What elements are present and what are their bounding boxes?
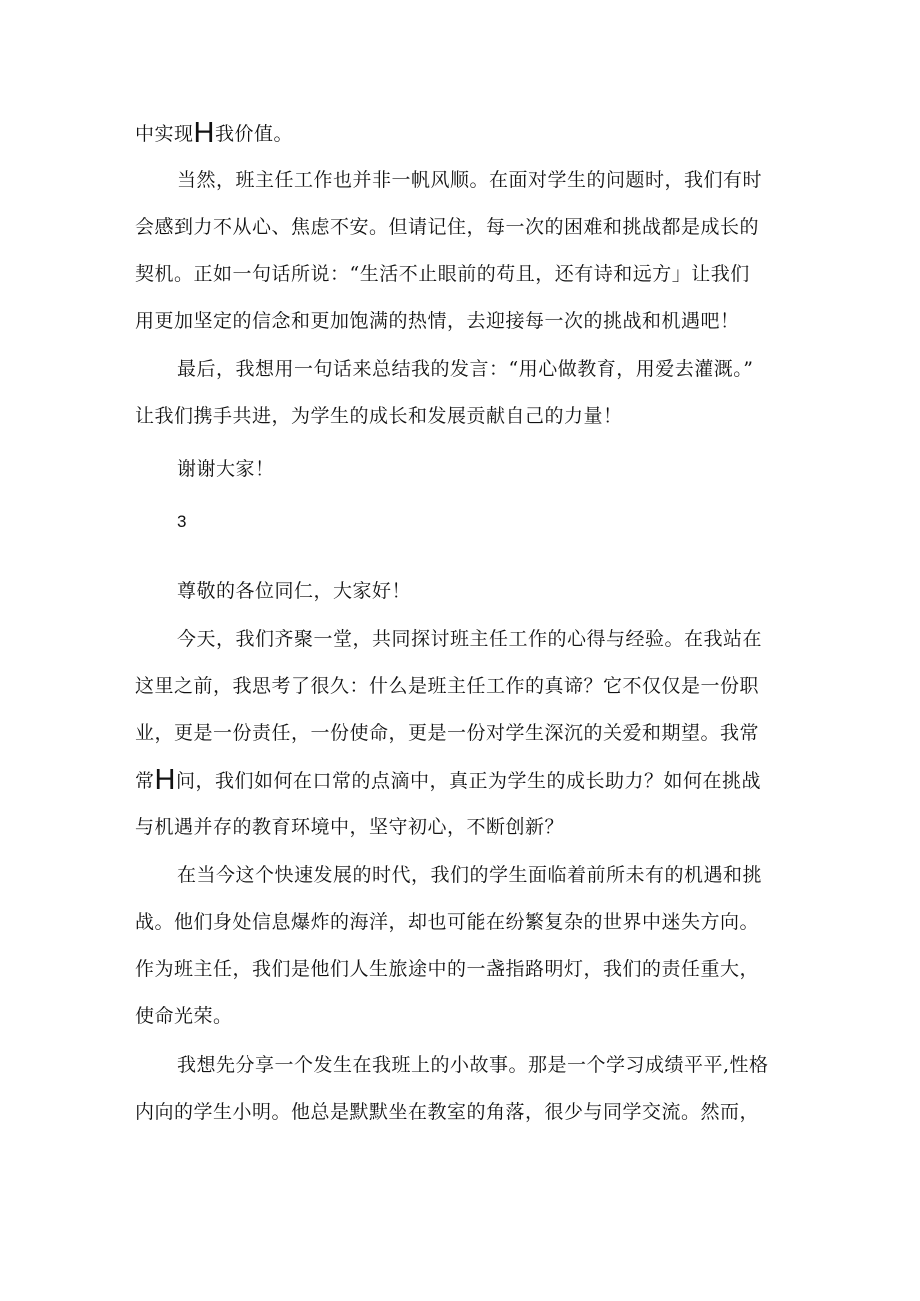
text-line xyxy=(135,757,787,804)
section-number xyxy=(0,498,787,545)
text-line: 今天，我们齐聚一堂，共同探讨班主任工作的心得与经验。在我站在 xyxy=(177,628,763,650)
paragraph-story xyxy=(0,1042,787,1136)
text-line xyxy=(135,110,787,157)
scan-artifact-glyph: H xyxy=(154,764,176,796)
section-number-text: 3 xyxy=(177,512,187,531)
text-fragment: 常 xyxy=(135,770,155,792)
paragraph-greeting xyxy=(0,568,787,615)
text-line: 作为班主任，我们是他们人生旅途中的一盏指路明灯，我们的责任重大， xyxy=(135,958,760,980)
text-line: 会感到力不从心、焦虑不安。但请记住，每一次的困难和挑战都是成长的 xyxy=(135,216,760,238)
text-line: 用更加坚定的信念和更加饱满的热情，去迎接每一次的挑战和机遇吧！ xyxy=(135,310,740,332)
paragraph-era xyxy=(0,852,787,1040)
text-line: 在当今这个快速发展的时代，我们的学生面临着前所未有的机遇和挑 xyxy=(177,864,763,886)
text-line: 尊敬的各位同仁，大家好！ xyxy=(177,580,412,602)
text-line: 当然，班主任工作也并非一帆风顺。在面对学生的问题时，我们有时 xyxy=(177,169,763,191)
paragraph-thanks xyxy=(0,446,787,493)
paragraph-conclusion xyxy=(0,346,787,440)
text-line: 战。他们身处信息爆炸的海洋，却也可能在纷繁复杂的世界中迷失方向。 xyxy=(135,911,760,933)
text-line: 使命光荣。 xyxy=(135,1005,233,1027)
text-line: 与机遇并存的教育环境中，坚守初心，不断创新？ xyxy=(135,816,565,838)
text-line: 这里之前，我思考了很久：什么是班主任工作的真谛？它不仅仅是一份职 xyxy=(135,675,760,697)
text-fragment: 问，我们如何在口常的点滴中，真正为学生的成长助力？如何在挑战 xyxy=(175,770,761,792)
paragraph-introduction xyxy=(0,616,787,851)
text-fragment: 中实现 xyxy=(135,123,194,145)
text-line: 我想先分享一个发生在我班上的小故事。那是一个学习成绩平平,性格 xyxy=(177,1054,769,1076)
paragraph-continuation xyxy=(0,110,787,157)
text-line: 谢谢大家！ xyxy=(177,458,275,480)
text-line: 最后，我想用一句话来总结我的发言：“用心做教育，用爱去灌溉。” xyxy=(177,358,754,380)
paragraph-challenges xyxy=(0,157,787,345)
text-line: 契机。正如一句话所说：“生活不止眼前的苟且，还有诗和远方」让我们 xyxy=(135,263,750,285)
text-line: 让我们携手共进，为学生的成长和发展贡献自己的力量！ xyxy=(135,405,623,427)
text-fragment: 我价值。 xyxy=(214,123,293,145)
text-line: 内向的学生小明。他总是默默坐在教室的角落，很少与同学交流。然而， xyxy=(135,1101,760,1123)
text-line: 业，更是一份责任，一份使命，更是一份对学生深沉的关爱和期望。我常 xyxy=(135,722,760,744)
scan-artifact-glyph: H xyxy=(193,117,215,149)
